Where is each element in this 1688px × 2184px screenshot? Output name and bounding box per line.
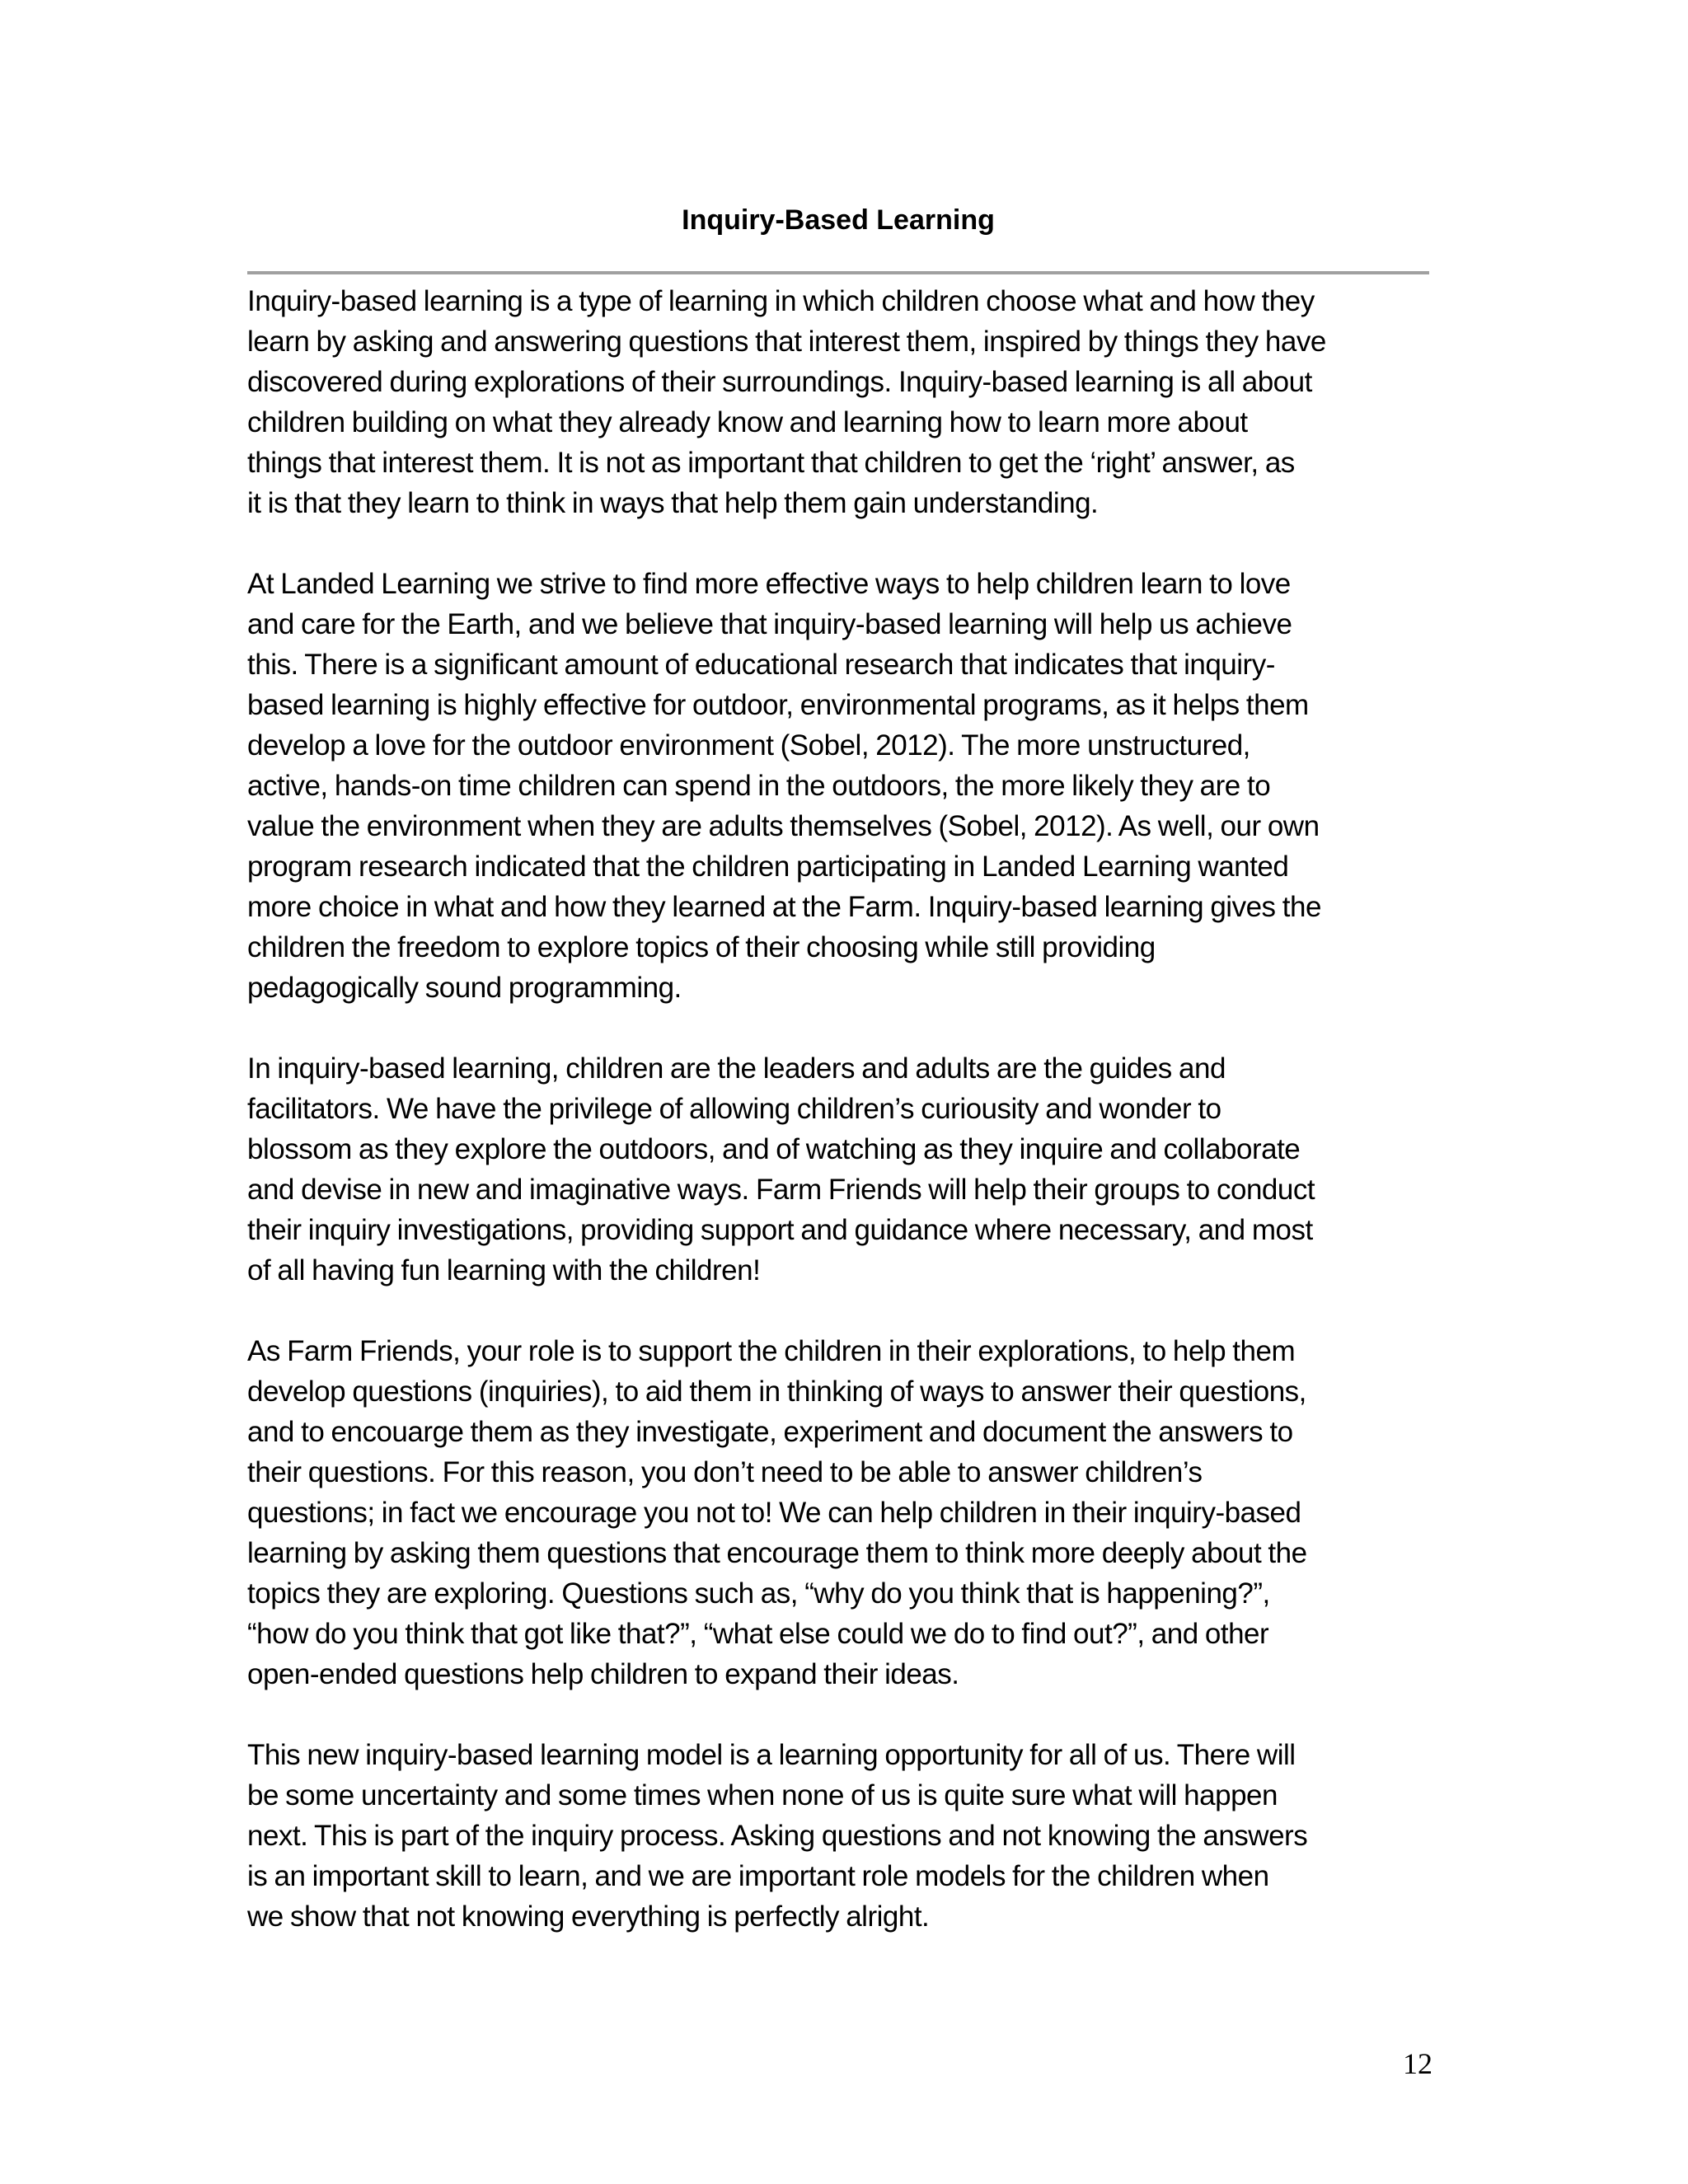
text-line: learn by asking and answering questions that interest them, inspired by things they have [247,326,1326,358]
text-line: is an important skill to learn, and we are important role models for the children when [247,1860,1269,1892]
paragraph-3 [247,1048,1434,1291]
text-line: children the freedom to explore topics of their choosing while still providing [247,931,1156,963]
text-line: it is that they learn to think in ways that help them gain understanding. [247,487,1099,519]
paragraph-1 [247,281,1434,523]
text-line: open-ended questions help children to expand their ideas. [247,1658,959,1690]
paragraph-4 [247,1331,1434,1694]
text-line: be some uncertainty and some times when none of us is quite sure what will happen [247,1779,1278,1811]
page-number: 12 [1403,2047,1432,2080]
text-line: “how do you think that got like that?”, “what else could we do to find out?”, and other [247,1618,1269,1650]
paragraph-2 [247,564,1434,1008]
page-title: Inquiry-Based Learning [682,204,995,236]
text-line: next. This is part of the inquiry process. Asking questions and not knowing the answers [247,1820,1308,1852]
text-line: based learning is highly effective for outdoor, environmental programs, as it helps them [247,689,1309,721]
text-line: their questions. For this reason, you don’t need to be able to answer children’s [247,1456,1203,1488]
text-line: and care for the Earth, and we believe that inquiry-based learning will help us achieve [247,608,1292,640]
text-line: questions; in fact we encourage you not to! We can help children in their inquiry-based [247,1497,1301,1529]
text-line: learning by asking them questions that encourage them to think more deeply about the [247,1537,1307,1569]
title-divider [247,271,1429,274]
text-line: blossom as they explore the outdoors, and of watching as they inquire and collaborate [247,1133,1301,1165]
text-line: develop a love for the outdoor environment (Sobel, 2012). The more unstructured, [247,729,1250,762]
text-line: discovered during explorations of their surroundings. Inquiry-based learning is all about [247,366,1312,398]
text-line: this. There is a significant amount of educational research that indicates that inquiry- [247,649,1275,681]
text-line: more choice in what and how they learned at the Farm. Inquiry-based learning gives the [247,891,1321,923]
text-line: value the environment when they are adults themselves (Sobel, 2012). As well, our own [247,810,1320,842]
text-line: Inquiry-based learning is a type of learning in which children choose what and how they [247,285,1315,317]
text-line: develop questions (inquiries), to aid them in thinking of ways to answer their questions, [247,1376,1306,1408]
text-line: active, hands-on time children can spend in the outdoors, the more likely they are to [247,770,1271,802]
text-line: their inquiry investigations, providing support and guidance where necessary, and most [247,1214,1313,1246]
text-line: At Landed Learning we strive to find more effective ways to help children learn to love [247,568,1291,600]
text-line: program research indicated that the children participating in Landed Learning wanted [247,851,1289,883]
text-line: facilitators. We have the privilege of allowing children’s curiousity and wonder to [247,1093,1221,1125]
text-line: This new inquiry-based learning model is a learning opportunity for all of us. There will [247,1739,1296,1771]
text-line: In inquiry-based learning, children are the leaders and adults are the guides and [247,1052,1226,1085]
text-line: and to encouarge them as they investigate, experiment and document the answers to [247,1416,1293,1448]
text-line: and devise in new and imaginative ways. Farm Friends will help their groups to conduct [247,1174,1315,1206]
text-line: of all having fun learning with the children! [247,1254,761,1286]
document-body [247,281,1434,1977]
paragraph-5 [247,1735,1434,1937]
text-line: As Farm Friends, your role is to support the children in their explorations, to help them [247,1335,1296,1367]
text-line: things that interest them. It is not as important that children to get the ‘right’ answer, as [247,447,1295,479]
text-line: pedagogically sound programming. [247,972,682,1004]
text-line: we show that not knowing everything is perfectly alright. [247,1900,930,1933]
text-line: children building on what they already know and learning how to learn more about [247,406,1248,438]
text-line: topics they are exploring. Questions such as, “why do you think that is happening?”, [247,1577,1270,1610]
